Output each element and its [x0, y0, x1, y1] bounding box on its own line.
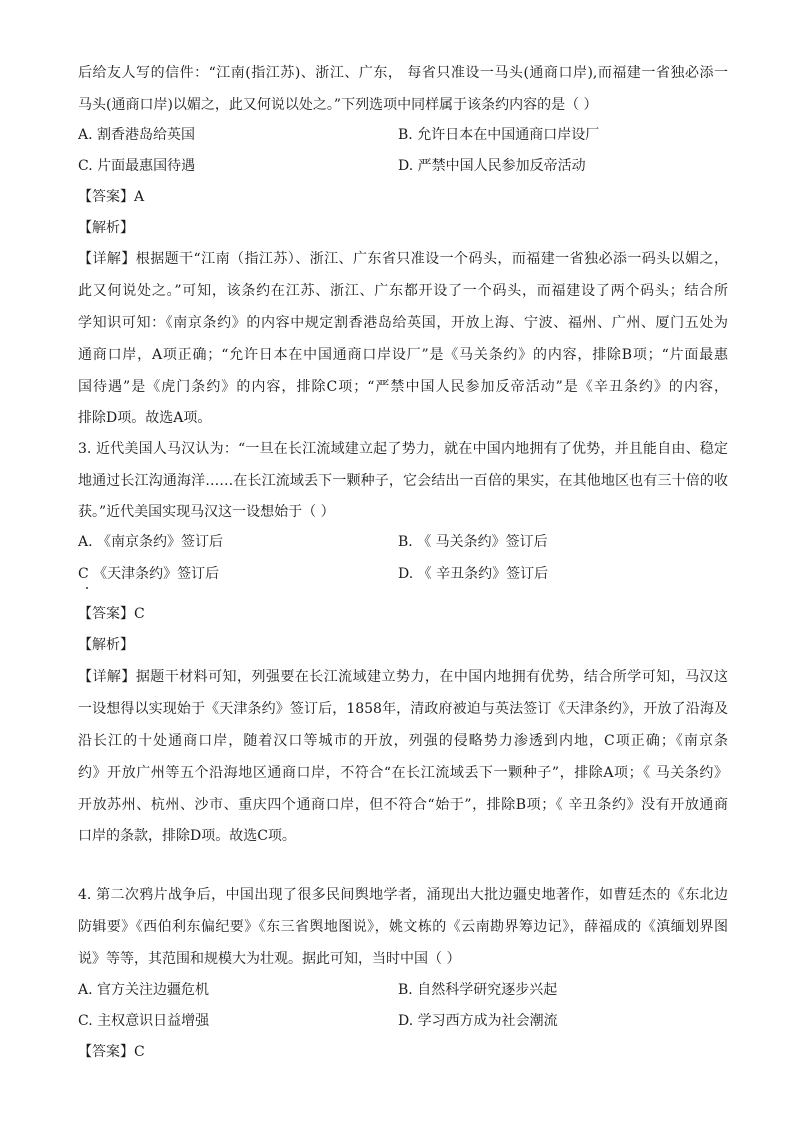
q2-detail-line-1: 【详解】根据题干“江南（指江苏）、浙江、广东省只准设一个码头，而福建一省独必添一码头以媚之， — [78, 251, 728, 267]
q4-option-c: C. 主权意识日益增强 — [78, 1013, 210, 1029]
q2-detail-line-2: 此又何说处之。”可知，该条约在江苏、浙江、广东都开设了一个码头，而福建设了两个码头；结合所 — [78, 283, 728, 299]
q2-option-d: D. 严禁中国人民参加反帝活动 — [398, 158, 586, 174]
q2-detail-line-6: 排除D项。故选A项。 — [78, 410, 212, 426]
q4-stem-line-1: 4. 第二次鸦片战争后，中国出现了很多民间舆地学者，涌现出大批边疆史地著作，如曹廷杰的《东北边 — [78, 887, 728, 903]
stray-dot-mark — [86, 587, 88, 589]
q3-analysis-label: 【解析】 — [78, 637, 134, 653]
q4-stem-line-2: 防辑要》《西伯利东偏纪要》《东三省舆地图说》，姚文栋的《云南勘界筹边记》，薛福成的《滇缅划界图 — [78, 919, 728, 935]
q2-option-a: A. 割香港岛给英国 — [78, 127, 196, 143]
q3-detail-line-2: 一设想得以实现始于《天津条约》签订后，1858年，清政府被迫与英法签订《天津条约》，开放了沿海及 — [78, 701, 728, 717]
q3-detail-line-6: 口岸的条款，排除D项。故选C项。 — [78, 828, 296, 844]
q2-detail-line-3: 学知识可知：《南京条约》的内容中规定割香港岛给英国，开放上海、宁波、福州、广州、厦门五处为 — [78, 315, 728, 331]
q2-option-c: C. 片面最惠国待遇 — [78, 158, 196, 174]
q3-detail-line-1: 【详解】据题干材料可知，列强要在长江流域建立势力，在中国内地拥有优势，结合所学可知，马汉这 — [78, 669, 728, 685]
q3-detail-line-3: 沿长江的十处通商口岸，随着汉口等城市的开放，列强的侵略势力渗透到内地，C项正确；《南京条 — [78, 733, 728, 749]
q2-answer: 【答案】A — [78, 189, 145, 205]
q3-stem-line-1: 3. 近代美国人马汉认为：“一旦在长江流域建立起了势力，就在中国内地拥有了优势，并且能自由、稳定 — [78, 441, 728, 457]
q2-analysis-label: 【解析】 — [78, 220, 134, 236]
q2-detail-line-4: 通商口岸，A项正确；“允许日本在中国通商口岸设厂”是《马关条约》的内容，排除B项；“片面最惠 — [78, 347, 728, 363]
q4-answer: 【答案】C — [78, 1044, 145, 1060]
q3-answer: 【答案】C — [78, 606, 145, 622]
q3-option-c: C 《天津条约》签订后 — [78, 566, 220, 582]
q2-stem-line-2: 马头(通商口岸)以媚之，此又何说以处之。”下列选项中同样属于该条约内容的是（ ） — [78, 97, 598, 113]
q3-stem-line-3: 获。”近代美国实现马汉这一设想始于（ ） — [78, 504, 335, 520]
q2-detail-line-5: 国待遇”是《虎门条约》的内容，排除C项；“严禁中国人民参加反帝活动”是《辛丑条约》的内容， — [78, 379, 728, 395]
q2-option-b: B. 允许日本在中国通商口岸设厂 — [398, 127, 600, 143]
q4-stem-line-3: 说》等等，其范围和规模大为壮观。据此可知，当时中国（ ） — [78, 951, 461, 967]
q3-detail-line-4: 约》开放广州等五个沿海地区通商口岸，不符合“在长江流域丢下一颗种子”，排除A项；《 马关条约》 — [78, 765, 728, 781]
q2-stem-line-1: 后给友人写的信件：“江南(指江苏)、浙江、广东， 每省只准设一马头(通商口岸),而福建一省独必添一 — [78, 65, 728, 81]
q3-option-a: A. 《南京条约》签订后 — [78, 534, 224, 550]
q3-stem-line-2: 地通过长江沟通海洋……在长江流域丢下一颗种子，它会结出一百倍的果实，在其他地区也有三十倍的收 — [78, 473, 728, 489]
q4-option-a: A. 官方关注边疆危机 — [78, 982, 210, 998]
q4-option-b: B. 自然科学研究逐步兴起 — [398, 982, 558, 998]
q3-detail-line-5: 开放苏州、杭州、沙市、重庆四个通商口岸，但不符合“始于”，排除B项；《 辛丑条约》没有开放通商 — [78, 797, 728, 813]
q3-option-b: B. 《 马关条约》签订后 — [398, 534, 548, 550]
q4-option-d: D. 学习西方成为社会潮流 — [398, 1013, 558, 1029]
q3-option-d: D. 《 辛丑条约》签订后 — [398, 566, 549, 582]
